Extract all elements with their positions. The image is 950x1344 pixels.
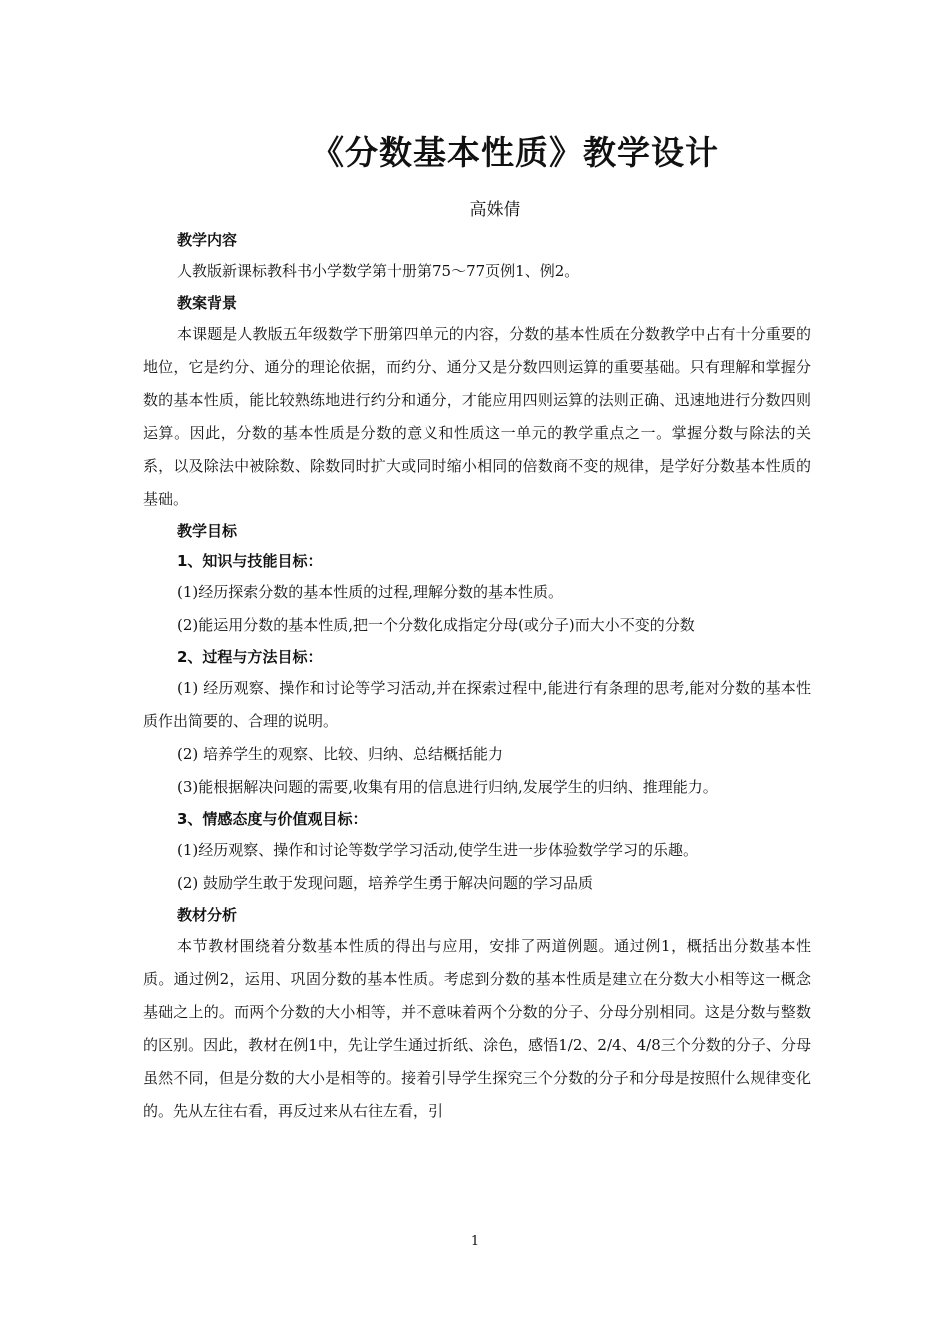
document-author: 高姝倩 bbox=[469, 200, 521, 220]
goal1-item: (1)经历探索分数的基本性质的过程,理解分数的基本性质。 bbox=[177, 583, 564, 601]
section-heading-content: 教学内容 bbox=[177, 231, 238, 249]
goal1-heading: 1、知识与技能目标： bbox=[177, 552, 323, 570]
section-heading-analysis: 教材分析 bbox=[177, 906, 238, 924]
goal3-heading: 3、情感态度与价值观目标： bbox=[177, 810, 368, 828]
goal2-item: (3)能根据解决问题的需要,收集有用的信息进行归纳,发展学生的归纳、推理能力。 bbox=[177, 778, 718, 796]
document-title: 《分数基本性质》教学设计 bbox=[311, 133, 719, 172]
document-body bbox=[143, 225, 811, 1128]
goal2-item: (1) 经历观察、操作和讨论等学习活动,并在探索过程中,能进行有条理的思考,能对分数的基本性质作出简要的、合理的说明。 bbox=[143, 679, 811, 730]
section-heading-goals: 教学目标 bbox=[177, 522, 238, 540]
goal2-heading: 2、过程与方法目标： bbox=[177, 648, 323, 666]
goal2-item: (2) 培养学生的观察、比较、归纳、总结概括能力 bbox=[177, 745, 504, 763]
goal3-item: (2) 鼓励学生敢于发现问题，培养学生勇于解决问题的学习品质 bbox=[177, 874, 594, 892]
goal3-item: (1)经历观察、操作和讨论等数学学习活动,使学生进一步体验数学学习的乐趣。 bbox=[177, 841, 699, 859]
content-paragraph: 人教版新课标教科书小学数学第十册第75～77页例1、例2。 bbox=[177, 262, 580, 280]
goal1-item: (2)能运用分数的基本性质,把一个分数化成指定分母(或分子)而大小不变的分数 bbox=[177, 616, 695, 634]
analysis-paragraph: 本节教材围绕着分数基本性质的得出与应用，安排了两道例题。通过例1，概括出分数基本性质。通过例2，运用、巩固分数的基本性质。考虑到分数的基本性质是建立在分数大小相等这一概念基础之上的。而两个分数的大小相等，并不意味着两个分数的分子、分母分别相同。这是分数与整数的区别。因此，教材在例1中，先让学生通过折纸、涂色，感悟1/2、2/4、4/8三个分数的分子、分母虽然不同，但是分数的大小是相等的。接着引导学生探究三个分数的分子和分母是按照什么规律变化的。先从左往右看，再反过来从右往左看，引 bbox=[143, 937, 811, 1120]
section-heading-background: 教案背景 bbox=[177, 294, 238, 312]
page-number: 1 bbox=[470, 1234, 480, 1249]
background-paragraph: 本课题是人教版五年级数学下册第四单元的内容，分数的基本性质在分数教学中占有十分重要的地位，它是约分、通分的理论依据，而约分、通分又是分数四则运算的重要基础。只有理解和掌握分数的基本性质，能比较熟练地进行约分和通分，才能应用四则运算的法则正确、迅速地进行分数四则运算。因此，分数的基本性质是分数的意义和性质这一单元的教学重点之一。掌握分数与除法的关系，以及除法中被除数、除数同时扩大或同时缩小相同的倍数商不变的规律，是学好分数基本性质的基础。 bbox=[143, 325, 811, 508]
